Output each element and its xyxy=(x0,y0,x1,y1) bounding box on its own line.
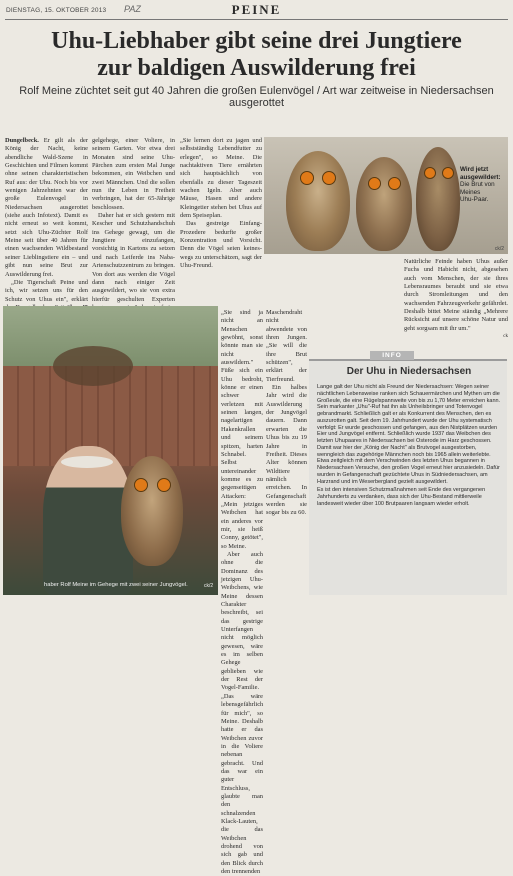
dateline: Dungelbeck. xyxy=(5,137,39,144)
owl-chick-1 xyxy=(286,151,350,251)
headline-line2: zur baldigen Auswilderung frei xyxy=(97,55,416,81)
info-paragraph-1: Lange galt der Uhu nicht als Freund der Niedersachsen: Wegen seiner nächtlichen Lebensweise ranken sich Schauermärchen und Mythen um die Großeule, die eine Flügelspannweite von bis zu 1,70 Meter erreichen kann. Sein markanter „Uhu"-Ruf hat ihn als Unheilsbringer und Totenvogel gebrandmarkt. Schließlich galt er als Konkurrent des Menschen, den es auszurotten galt. Seit dem 19. Jahrhundert wurde der Uhu systematisch verfolgt: Er wurde geschossen und gefangen, aus den Nistplätzen wurden Eier und Jungvögel entfernt. Schließlich wurde 1937 das Weibchen des letzten Uhupaares in Niedersachsen bei Osterode im Harz geschossen. Damit war hier der „König der Nacht" als Brutvogel ausgestorben, wenngleich das zugehörige Männchen noch bis 1965 allein weiterlebte. Etwa zeitgleich mit dem Verschwinden des letzten Uhus begannen in Niedersachsen Versuche, den großen Vogel erneut hier anzusiedeln. Dafür wurden in Gefangenschaft gezüchtete Uhus in Südniedersachsen, am Harzrand und im Weserbergland gezielt ausgewildert. xyxy=(317,384,501,485)
article-column-4 xyxy=(221,309,264,876)
caption-line: ausgewildert: xyxy=(460,173,501,181)
info-tab: INFO xyxy=(370,351,414,360)
owl-eye-icon xyxy=(322,171,336,185)
headline xyxy=(10,28,503,82)
col4-paragraph-1: „Sie sind ja nicht an Menschen gewöhnt, sonst könnte man sie nicht auswildern." Füße sich ein Uhu bedroht, könne er einen schwer verletzen mit seinen langen, nagelartigen Hakenkrallen und seinem spitzen, harten Schnabel. Selbst untereinander komme es zu gegenseitigen Attacken: „Mein jetziges Weibchen hat ein anderes vor mir, sie heiß Conny, getötet", so Meine. xyxy=(221,309,263,550)
col5-paragraph-2: Ein halbes Jahr wird die Auswilderung der Jungvögel dauern. Dann erwarten die Uhus bis zu 19 Jahre in Freiheit. Dieses Alter können Wildtiere nämlich erreichen. In Gefangenschaft werden sie sogar bis zu 60. xyxy=(266,384,307,517)
owl-eye-icon xyxy=(134,478,148,492)
col3-paragraph-2: Das gestreige Einfang-Prozedere bedurfte großer Konzentration und Vorsicht. Denn die Vögel seien keineswegs zu unterschätzen, sagt der Uhu-Freund. xyxy=(180,220,262,270)
col6-paragraph-1: Natürliche Feinde haben Uhus außer Fuchs und Habicht nicht, abgesehen auch vom Menschen, der sie ihres Lebensraumes beraubt und sie etwa durch Stromleitungen und den wachsenden Fahrzeugverkehr gefährdet. Deshalb bittet Meine ständig „Mehrere Rücksicht auf unsere schöne Natur und geht sorgsam mit ihr um." xyxy=(404,258,508,332)
main-photo-caption: haber Rolf Meine im Gehege mit zwei seiner Jungvögel. xyxy=(44,582,188,588)
article-column-5 xyxy=(266,309,307,599)
owl-eye-icon xyxy=(442,167,454,179)
owl-eye-icon xyxy=(157,478,171,492)
col1-paragraph-2a: „Die Tigerschaft Peine und ich, wir setzen uns für den Schutz von Uhus ein", erklärt xyxy=(5,278,88,303)
owl-eye-icon xyxy=(388,177,401,190)
header-rule xyxy=(5,19,508,20)
owl-eye-icon xyxy=(300,171,314,185)
subheadline: Rolf Meine züchtet seit gut 40 Jahren die großen Eulenvögel / Art war zeitweise in Niedersachsen ausgerottet xyxy=(19,85,494,109)
col4-paragraph-2: Aber auch ohne die Dominanz des jetzigen Uhu-Weibchens, wie Meine dessen Charakter beschreibt, sei das gestrige Unterfangen nicht möglich gewesen, wäre es im selben Gehege geblieben wie der Rest der Vogel-Familie. „Das wäre lebensgefährlich für mich", so Meine. Deshalb hatte er das Weibchen zuvor in die Voliere nebenan gebracht. Und das war ein guter Entschluss, glaubte man den schnalzenden Klack-Lauten, die das Weibchen drohend von sich gab und den Blick durch den trennenden xyxy=(221,550,264,876)
info-title: Der Uhu in Niedersachsen xyxy=(346,366,472,377)
caption-line: Meines xyxy=(460,188,481,196)
col2-paragraph-2: Daher hat er sich gestern mit Kescher und Schutzhandschuh ins Gehege gewagt, um die Jungtiere einzufangen, vorsichtig in Kartons zu setzen und nach Leiferde ins Naba-Artenschutzzentrum zu bringen. Von dort aus werden die Vögel dann nach einiger Zeit ausgewildert, wo sie von extra hierfür geschulten Experten xyxy=(92,212,175,303)
flying-owl xyxy=(53,346,133,386)
owl-chick-held xyxy=(121,456,183,566)
photo-credit: ck/2 xyxy=(494,246,504,252)
owl-chick-2 xyxy=(356,157,412,251)
owl-eye-icon xyxy=(368,177,381,190)
owl-chick-3 xyxy=(416,147,460,251)
rolf-meine-photo xyxy=(3,306,218,595)
col5-paragraph-1: Maschendraht nicht abwendete von ihren Jungen. „Sie will die ihre Brut schützen", erklärt der Tierfreund. xyxy=(266,309,307,383)
article-column-3 xyxy=(180,137,262,302)
top-photo-caption xyxy=(460,166,508,204)
owl-eye-icon xyxy=(424,167,436,179)
caption-line: Uhu-Paar. xyxy=(460,196,489,204)
issue-date: DIENSTAG, 15. OKTOBER 2013 xyxy=(6,7,107,14)
author-signature: ck xyxy=(503,334,508,340)
col3-paragraph-1: „Sie lernen dort zu jagen und selbstständig Lebendfutter zu erlegen", so Meine. Die nachtaktiven Tiere ernährten sich hauptsächlich von ebenfalls zu dieser Tageszeit wachen Igeln. Aber auch Mäuse, Hasen und andere Kleingetier stehen bei Uhus auf dem Speiseplan. xyxy=(180,137,262,220)
info-body xyxy=(317,384,503,510)
info-paragraph-2: Es ist den intensiven Schutzmaßnahmen seit Ende des vergangenen Jahrhunderts zu verdanken, dass sich der Uhu-Bestand mittlerweile landesweit wieder über 100 Brutpaaren langsam wieder erholt. xyxy=(317,487,486,507)
caption-line: Die Brut von xyxy=(460,181,495,189)
headline-line1: Uhu-Liebhaber gibt seine drei Jungtiere xyxy=(51,28,462,54)
main-photo-credit: ck/2 xyxy=(204,583,214,589)
col1-paragraph-1: Er gilt als der König der Nacht, keine abendliche Wald-Szene in Geschichten und Filmen kommt ohne seinen charakteristischen Ruf aus: der Uhu. Noch bis vor wenigen Jahrzehnten war der große Eulenvogel in Niedersachsen ausgerottet (siehe auch Infotext). Damit es nicht erneut so weit kommt, setzt sich Uhu-Züchter Rolf Meine seit über 40 Jahren für einen wachsenden Wildbestand seiner Lieblingstiere ein – und gibt nun seine Brut zur Auswilderung frei. xyxy=(5,137,88,278)
hair xyxy=(61,456,113,468)
col2-paragraph-1: gelgehege, einer Voliere, in seinem Garten. Vor etwa drei Monaten sind seine Uhu-Pärchen zum ersten Mal Junge bekommen, ein Weibchen und zwei Männchen. Und die sollen nun ihr Leben in Freiheit verbringen, hat der 65-Jährige beschlossen. xyxy=(92,137,175,211)
article-column-6 xyxy=(404,258,508,348)
caption-line: Wird jetzt xyxy=(460,166,489,173)
paper-logo: PAZ xyxy=(124,4,141,14)
article-column-2 xyxy=(92,137,175,302)
man-figure xyxy=(43,446,133,595)
section-title: PEINE xyxy=(231,2,282,17)
article-column-1 xyxy=(5,137,88,302)
